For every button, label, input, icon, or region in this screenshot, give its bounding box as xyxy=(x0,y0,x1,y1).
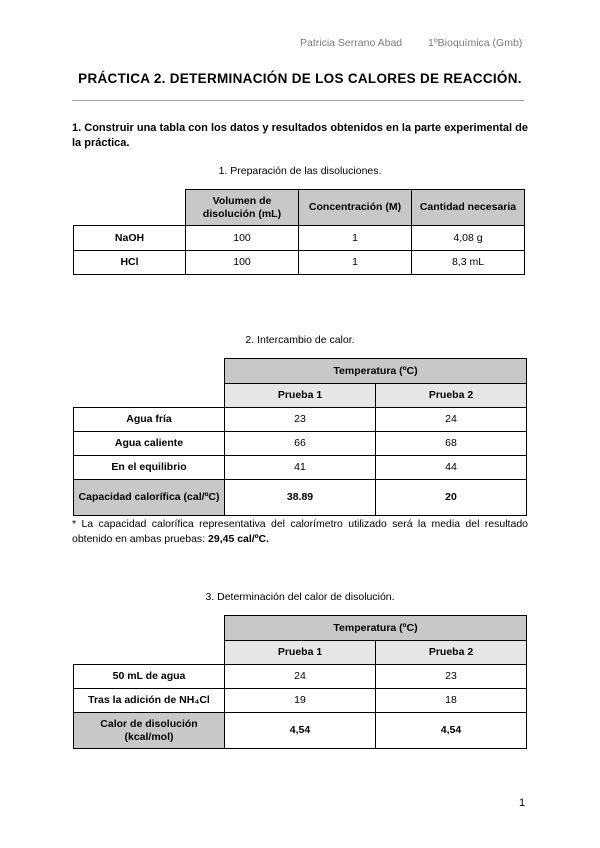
table-row xyxy=(74,226,525,251)
table-cell: 38.89 xyxy=(225,480,376,516)
group-header-row xyxy=(74,359,527,384)
table-cell: 19 xyxy=(225,689,376,713)
table-cell: 4,54 xyxy=(376,713,527,749)
table-row xyxy=(74,713,527,749)
header-course: 1ºBioquímica (Gmb) xyxy=(428,37,523,49)
table-row xyxy=(74,432,527,456)
row-label: Calor de disolución (kcal/mol) xyxy=(74,713,225,749)
column-header: Prueba 1 xyxy=(225,641,376,665)
title-divider xyxy=(72,100,524,101)
table2-caption: 2. Intercambio de calor. xyxy=(245,334,355,346)
table-row xyxy=(74,456,527,480)
table-cell: 1 xyxy=(299,251,412,275)
column-header: Cantidad necesaria xyxy=(412,190,525,226)
table-cell: 18 xyxy=(376,689,527,713)
table-header-row xyxy=(74,384,527,408)
table-cell: 20 xyxy=(376,480,527,516)
table-header-row xyxy=(74,641,527,665)
table-cell: 4,08 g xyxy=(412,226,525,251)
table-row xyxy=(74,480,527,516)
table3-caption: 3. Determinación del calor de disolución. xyxy=(205,591,395,603)
group-header: Temperatura (ºC) xyxy=(225,359,527,384)
table-corner xyxy=(74,384,225,408)
table-cell: 44 xyxy=(376,456,527,480)
footnote xyxy=(72,517,528,547)
row-label: Agua caliente xyxy=(74,432,225,456)
group-header: Temperatura (ºC) xyxy=(225,616,527,641)
row-label: HCl xyxy=(74,251,186,275)
preparation-table xyxy=(73,189,525,275)
table-corner xyxy=(74,641,225,665)
footnote-value: 29,45 cal/ºC. xyxy=(208,533,270,545)
table-row xyxy=(74,689,527,713)
page-number: 1 xyxy=(519,797,526,809)
row-label: 50 mL de agua xyxy=(74,665,225,689)
table-cell: 23 xyxy=(225,408,376,432)
table-cell: 41 xyxy=(225,456,376,480)
table-row xyxy=(74,665,527,689)
table-cell: 23 xyxy=(376,665,527,689)
table-corner xyxy=(74,616,225,641)
table-cell: 24 xyxy=(225,665,376,689)
table-corner xyxy=(74,359,225,384)
table-row xyxy=(74,251,525,275)
column-header: Prueba 2 xyxy=(376,384,527,408)
dissolution-heat-table xyxy=(73,615,527,749)
table-cell: 68 xyxy=(376,432,527,456)
row-label: NaOH xyxy=(74,226,186,251)
page-title: PRÁCTICA 2. DETERMINACIÓN DE LOS CALORES DE REACCIÓN. xyxy=(78,71,522,86)
table-cell: 100 xyxy=(186,226,299,251)
row-label: Capacidad calorífica (cal/ºC) xyxy=(74,480,225,516)
table-cell: 4,54 xyxy=(225,713,376,749)
group-header-row xyxy=(74,616,527,641)
row-label: Agua fría xyxy=(74,408,225,432)
table-cell: 1 xyxy=(299,226,412,251)
column-header: Concentración (M) xyxy=(299,190,412,226)
table-cell: 66 xyxy=(225,432,376,456)
question-text: 1. Construir una tabla con los datos y resultados obtenidos en la parte experimental de la práctica. xyxy=(72,122,528,149)
table-row xyxy=(74,408,527,432)
header-author: Patricia Serrano Abad xyxy=(300,37,403,49)
table-cell: 100 xyxy=(186,251,299,275)
table-header-row xyxy=(74,190,525,226)
row-label: Tras la adición de NH₄Cl xyxy=(74,689,225,713)
table-corner xyxy=(74,190,186,226)
heat-exchange-table xyxy=(73,358,527,516)
footnote-text: * La capacidad calorífica representativa del calorímetro utilizado será la media del resultado obtenido en ambas pruebas: xyxy=(72,518,528,545)
column-header: Volumen de disolución (mL) xyxy=(186,190,299,226)
column-header: Prueba 1 xyxy=(225,384,376,408)
table-cell: 24 xyxy=(376,408,527,432)
table-cell: 8,3 mL xyxy=(412,251,525,275)
column-header: Prueba 2 xyxy=(376,641,527,665)
table1-caption: 1. Preparación de las disoluciones. xyxy=(218,165,382,177)
row-label: En el equilibrio xyxy=(74,456,225,480)
